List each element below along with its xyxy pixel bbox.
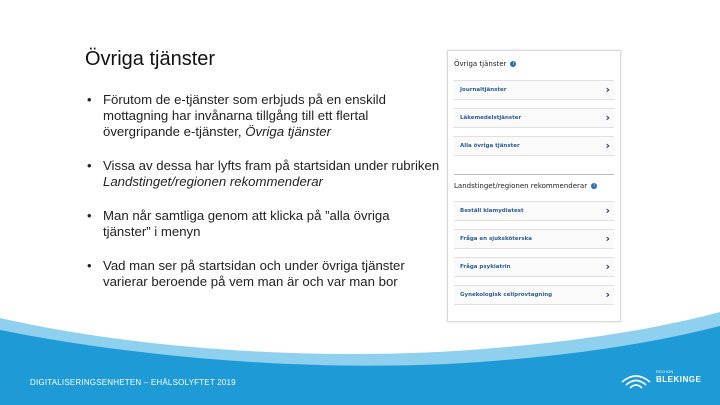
bullet-emphasis: Övriga tjänster <box>245 124 331 139</box>
chevron-right-icon: › <box>605 111 610 124</box>
logo-text-small: REGION <box>656 369 674 374</box>
panel-link-label: Fråga en sjuksköterska <box>460 236 532 242</box>
panel-link-label: Alla övriga tjänster <box>460 143 520 149</box>
panel-link-label: Beställ klamydiatest <box>460 208 524 214</box>
bullet-text: Förutom de e-tjänster som erbjuds på en enskild mottagning har invånarna tillgång till ett flertal övergripande e-tjänster, <box>103 92 386 139</box>
bullet-emphasis: Landstinget/regionen rekommenderar <box>103 174 323 189</box>
panel-link-label: Läkemedelstjänster <box>460 115 522 121</box>
bullet-dot: • <box>87 92 92 107</box>
bullet-text: Vissa av dessa har lyfts fram på startsidan under rubriken <box>103 158 440 173</box>
logo-text-big: BLEKINGE <box>656 375 702 384</box>
info-icon[interactable]: i <box>591 183 597 189</box>
panel-link-label: Fråga psykiatrin <box>460 264 511 270</box>
bullet-text: Vad man ser på startsidan och under övriga tjänster varierar beroende på vem man är och var man bor <box>103 258 405 289</box>
panel-link-label: Journaltjänster <box>460 87 507 93</box>
bullet-dot: • <box>87 208 92 223</box>
chevron-right-icon: › <box>605 260 610 273</box>
bullet-dot: • <box>87 158 92 173</box>
bullet-text: Man når samtliga genom att klicka på ”alla övriga tjänster” i menyn <box>103 208 390 239</box>
info-icon[interactable]: i <box>510 61 516 67</box>
chevron-right-icon: › <box>605 139 610 152</box>
panel-section-title: Övriga tjänster <box>454 60 507 68</box>
chevron-right-icon: › <box>605 288 610 301</box>
slide-title: Övriga tjänster <box>85 48 216 70</box>
chevron-right-icon: › <box>605 204 610 217</box>
panel-link-label: Gynekologisk cellprovtagning <box>460 292 553 298</box>
bullet-dot: • <box>87 258 92 273</box>
panel-section-title: Landstinget/regionen rekommenderar <box>454 182 588 190</box>
chevron-right-icon: › <box>605 83 610 96</box>
chevron-right-icon: › <box>605 232 610 245</box>
footer-text: DIGITALISERINGSENHETEN – EHÄLSOLYFTET 2019 <box>30 378 236 387</box>
